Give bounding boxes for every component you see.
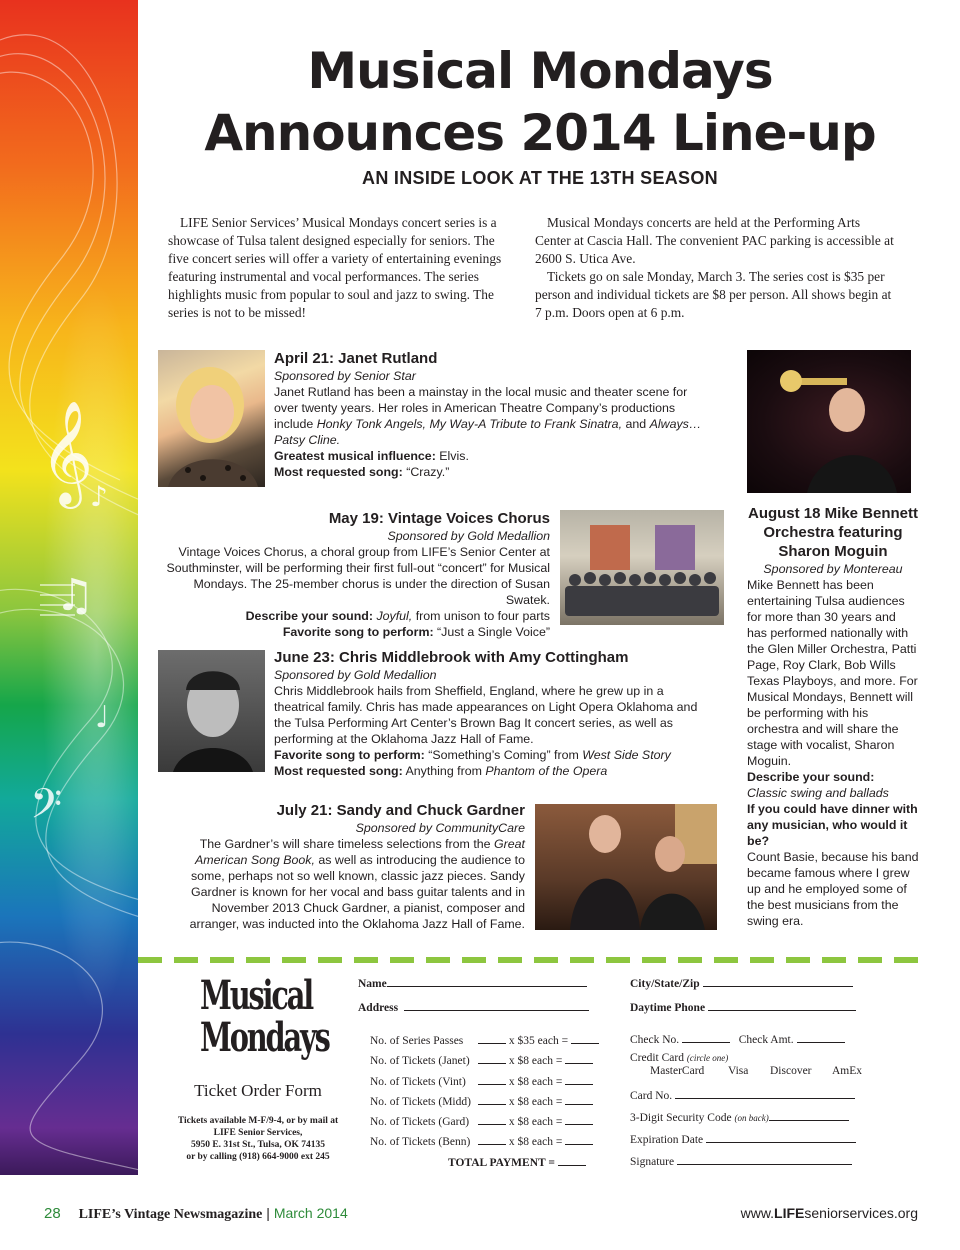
quantity-table [358, 1031, 608, 1173]
entry-body: Chris Middlebrook hails from Sheffield, England, where he grew up in a theatrical family. Chris has made appearances on Light Opera Oklahoma and the Tulsa Performing Art Center’s Brown Bag It concert series, as well as performing at the Oklahoma Jazz Hall of Fame. [274, 684, 698, 746]
entry-answer: Count Basie, because his band became famous where I grew up and he employed some of the best musicians from the swing era. [747, 850, 919, 928]
title-line-1: Musical Mondays [307, 42, 773, 100]
quantity-row[interactable]: No. of Tickets (Midd) x $8 each = [370, 1092, 608, 1112]
entry-august [747, 504, 919, 929]
card-option-amex[interactable]: AmEx [832, 1065, 863, 1077]
entry-april [274, 349, 702, 480]
name-field[interactable]: Name [358, 975, 608, 999]
quantity-row[interactable]: No. of Series Passes x $35 each = [370, 1031, 608, 1051]
entry-body: Janet Rutland has been a mainstay in the local music and theater scene for over twenty years. Her roles in American Theatre Company’s productions include Honky Tonk Angels, My Way-A Tribute to Frank Sinatra, and Always… Patsy Cline. [274, 385, 702, 447]
magazine-name: LIFE’s Vintage Newsmagazine [78, 1207, 263, 1222]
vintage-voices-chorus-photo [560, 510, 724, 625]
intro-column-2 [535, 214, 895, 322]
intro-paragraph: Musical Mondays concerts are held at the Performing Arts Center at Cascia Hall. The convenient PAC parking is accessible at 2600 S. Utica Ave. [535, 215, 894, 266]
card-type-options [630, 1065, 870, 1087]
entry-qa: Most requested song: Anything from Phantom of the Opera [274, 764, 608, 778]
daytime-phone-field[interactable]: Daytime Phone [630, 999, 870, 1031]
form-right-fields [630, 975, 870, 1175]
page-number: 28 [44, 1205, 61, 1222]
quantity-row[interactable]: No. of Tickets (Benn) x $8 each = [370, 1132, 608, 1152]
expiration-date-field[interactable]: Expiration Date [630, 1131, 870, 1153]
logo-line-1: Musical [200, 972, 312, 1019]
form-availability: Tickets available M-F/9-4, or by mail at LIFE Senior Services, 5950 E. 31st St., Tulsa, OK 74135 or by calling (918) 664-9000 ext 245 [177, 1116, 339, 1162]
entry-sponsor: Sponsored by CommunityCare [355, 821, 525, 835]
decorative-music-band [0, 0, 138, 1175]
city-state-zip-field[interactable]: City/State/Zip [630, 975, 870, 999]
entry-heading: May 19: Vintage Voices Chorus [328, 510, 550, 527]
quantity-row[interactable]: No. of Tickets (Janet) x $8 each = [370, 1051, 608, 1071]
quantity-row[interactable]: No. of Tickets (Vint) x $8 each = [370, 1072, 608, 1092]
article-subtitle: AN INSIDE LOOK AT THE 13TH SEASON [362, 168, 718, 188]
music-note-icon: ♩ [95, 700, 110, 735]
card-option-visa[interactable]: Visa [728, 1065, 749, 1077]
musical-mondays-logo [168, 972, 348, 1069]
check-fields[interactable]: Check No. Check Amt. [630, 1031, 870, 1052]
card-number-field[interactable]: Card No. [630, 1087, 870, 1109]
quantity-row[interactable]: No. of Tickets (Gard) x $8 each = [370, 1112, 608, 1132]
entry-heading: July 21: Sandy and Chuck Gardner [276, 802, 525, 819]
credit-card-label: Credit Card (circle one) [630, 1052, 729, 1064]
total-payment-row[interactable]: TOTAL PAYMENT = [370, 1153, 608, 1173]
signature-field[interactable]: Signature [630, 1153, 870, 1175]
sandy-chuck-gardner-photo [535, 804, 717, 930]
page-footer-left [44, 1205, 348, 1223]
entry-heading: August 18 Mike Bennett Orchestra featuring Sharon Moguin [747, 505, 919, 560]
entry-qa: Most requested song: “Crazy.” [274, 465, 450, 479]
entry-july [175, 801, 525, 932]
cut-line-divider [138, 957, 918, 963]
entry-sponsor: Sponsored by Montereau [763, 562, 903, 576]
entry-question: If you could have dinner with any musician, who would it be? [747, 802, 918, 848]
intro-paragraph: Tickets go on sale Monday, March 3. The series cost is $35 per person and individual tickets are $8 per person. All shows begin at 7 p.m. Doors open at 6 p.m. [535, 269, 892, 320]
card-option-mastercard[interactable]: MasterCard [650, 1065, 705, 1077]
music-note-icon: ♫ [55, 570, 95, 621]
footer-separator: | [266, 1205, 270, 1221]
entry-heading: April 21: Janet Rutland [274, 350, 438, 367]
form-logo-block [168, 972, 348, 1163]
entry-june [274, 648, 714, 779]
form-title: Ticket Order Form [194, 1081, 322, 1100]
entry-qa: Favorite song to perform: “Just a Single Voice” [282, 625, 550, 639]
entry-answer: Classic swing and ballads [747, 786, 889, 800]
security-code-field[interactable]: 3-Digit Security Code (on back) [630, 1109, 870, 1131]
title-line-2: Announces 2014 Line-up [204, 104, 876, 162]
logo-line-2: Mondays [200, 1014, 329, 1061]
chris-middlebrook-photo [158, 650, 265, 772]
entry-sponsor: Sponsored by Senior Star [274, 369, 416, 383]
entry-body: Vintage Voices Chorus, a choral group from LIFE’s Senior Center at Southminster, will be performing their first full-out “concert” for Musical Mondays. The 25-member chorus is under the direction of Susan Swatek. [166, 545, 550, 607]
intro-paragraph: LIFE Senior Services’ Musical Mondays concert series is a showcase of Tulsa talent designed especially for seniors. The five concert series will offer a variety of entertaining evenings featuring instrumental and vocal performances. The series highlights music from popular to soul and jazz to swing. The series is not to be missed! [168, 215, 502, 320]
music-note-icon: ♪ [90, 480, 108, 513]
intro-column-1 [168, 214, 513, 322]
form-left-fields [358, 975, 608, 1173]
entry-qa: Favorite song to perform: “Something’s Coming” from West Side Story [274, 748, 671, 762]
entry-qa: Greatest musical influence: Elvis. [274, 449, 469, 463]
entry-qa: Describe your sound: Joyful, from unison to four parts [245, 609, 550, 623]
mike-bennett-photo [747, 350, 911, 493]
treble-clef-icon: 𝄞 [40, 400, 94, 505]
bass-clef-icon: 𝄢 [30, 780, 63, 838]
address-field[interactable]: Address [358, 999, 608, 1031]
janet-rutland-photo [158, 350, 265, 487]
entry-heading: June 23: Chris Middlebrook with Amy Cottingham [274, 649, 629, 666]
entry-sponsor: Sponsored by Gold Medallion [274, 668, 437, 682]
entry-body: Mike Bennett has been entertaining Tulsa audiences for more than 30 years and has performed nationally with the Glen Miller Orchestra, Patti Page, Roy Clark, Bob Wills Texas Playboys, and more. For Musical Mondays, Bennett will be performing with his orchestra and will share the stage with vocalist, Sharon Moguin. [747, 578, 918, 768]
entry-body: The Gardner’s will share timeless selections from the Great American Song Book, as well as introducing the audience to some, perhaps not so well known, classic jazz pieces. Sandy Gardner is known for her vocal and bass guitar talents and in November 2013 Chuck Gardner, a pianist, composer and arranger, was inducted into the Oklahoma Jazz Hall of Fame. [189, 837, 525, 931]
entry-sponsor: Sponsored by Gold Medallion [387, 529, 550, 543]
entry-may [158, 509, 550, 640]
website-url[interactable]: www.LIFEseniorservices.org [740, 1205, 918, 1221]
entry-question: Describe your sound: [747, 770, 875, 784]
card-option-discover[interactable]: Discover [770, 1065, 812, 1077]
article-title [150, 40, 930, 164]
issue-date: March 2014 [273, 1205, 348, 1221]
